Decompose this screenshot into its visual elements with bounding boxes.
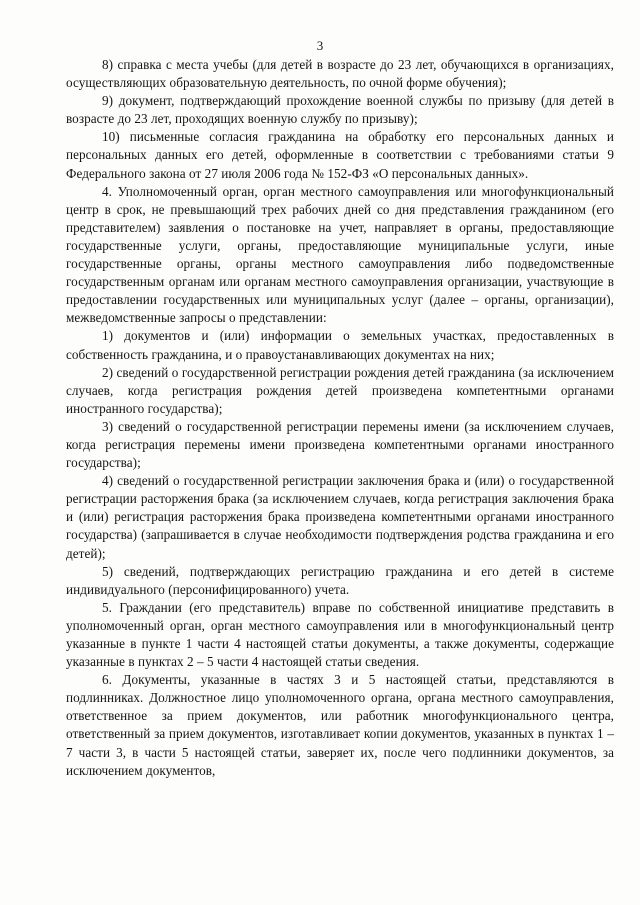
request-item-2-birth-registration: 2) сведений о государственной регистрации рождения детей гражданина (за исключением случаев, когда регистрация рождения детей произведена компетентными органами иностранного государства); (66, 364, 614, 416)
section-4-interagency-requests: 4. Уполномоченный орган, орган местного самоуправления или многофункциональный центр в срок, не превышающий трех рабочих дней со дня представления гражданином (его представителем) заявления о постановке на учет, направляет в органы, предоставляющие государственные услуги, органы, предоставляющие муниципальные услуги, иные государственные органы, органы местного самоуправления либо подведомственные государственным органам или органам местного самоуправления организации, участвующие в предоставлении государственных или муниципальных услуг (далее – органы, организации), межведомственные запросы о представлении: (66, 183, 614, 326)
page-number: 3 (316, 38, 324, 53)
request-item-1-land-plots: 1) документов и (или) информации о земельных участках, предоставленных в собственность гражданина, и о правоустанавливающих документах на них; (66, 328, 614, 362)
document-body (66, 56, 614, 780)
section-6-original-documents: 6. Документы, указанные в частях 3 и 5 настоящей статьи, представляются в подлинниках. Должностное лицо уполномоченного органа, органа местного самоуправления, ответственное за прием документов, или работник многофункционального центра, ответственный за прием документов, изготавливает копии документов, указанных в пунктах 1 – 7 части 3, в части 5 настоящей статьи, заверяет их, после чего подлинники документов, за исключением документов, (66, 672, 614, 778)
list-item-9-military-service-document: 9) документ, подтверждающий прохождение военной службы по призыву (для детей в возрасте до 23 лет, проходящих военную службу по призыву); (66, 93, 614, 127)
list-item-10-personal-data-consent: 10) письменные согласия гражданина на обработку его персональных данных и персональных данных его детей, оформленные в соответствии с требованиями статьи 9 Федерального закона от 27 июля 2006 года № 152-ФЗ «О персональных данных». (66, 129, 614, 181)
list-item-8-study-certificate: 8) справка с места учебы (для детей в возрасте до 23 лет, обучающихся в организациях, осуществляющих образовательную деятельность, по очной форме обучения); (66, 57, 614, 91)
request-item-5-individual-accounting: 5) сведений, подтверждающих регистрацию гражданина и его детей в системе индивидуального (персонифицированного) учета. (66, 563, 614, 597)
request-item-3-name-change-registration: 3) сведений о государственной регистрации перемены имени (за исключением случаев, когда регистрация перемены имени произведена компетентными органами иностранного государства); (66, 418, 614, 471)
section-5-own-initiative: 5. Граждании (его представитель) вправе по собственной инициативе представить в уполномоченный орган, орган местного самоуправления или в многофункциональный центр указанные в пункте 1 части 4 настоящей статьи документы, а также документы, содержащие указанные в пунктах 2 – 5 части 4 настоящей статьи сведения. (66, 599, 614, 670)
request-item-4-marriage-registration: 4) сведений о государственной регистрации заключения брака и (или) о государственной регистрации расторжения брака (за исключением случаев, когда регистрация заключения брака и (или) регистрация расторжения брака произведена компетентными органами иностранного государства) (запрашивается в случае необходимости подтверждения родства гражданина и его детей); (66, 473, 614, 561)
